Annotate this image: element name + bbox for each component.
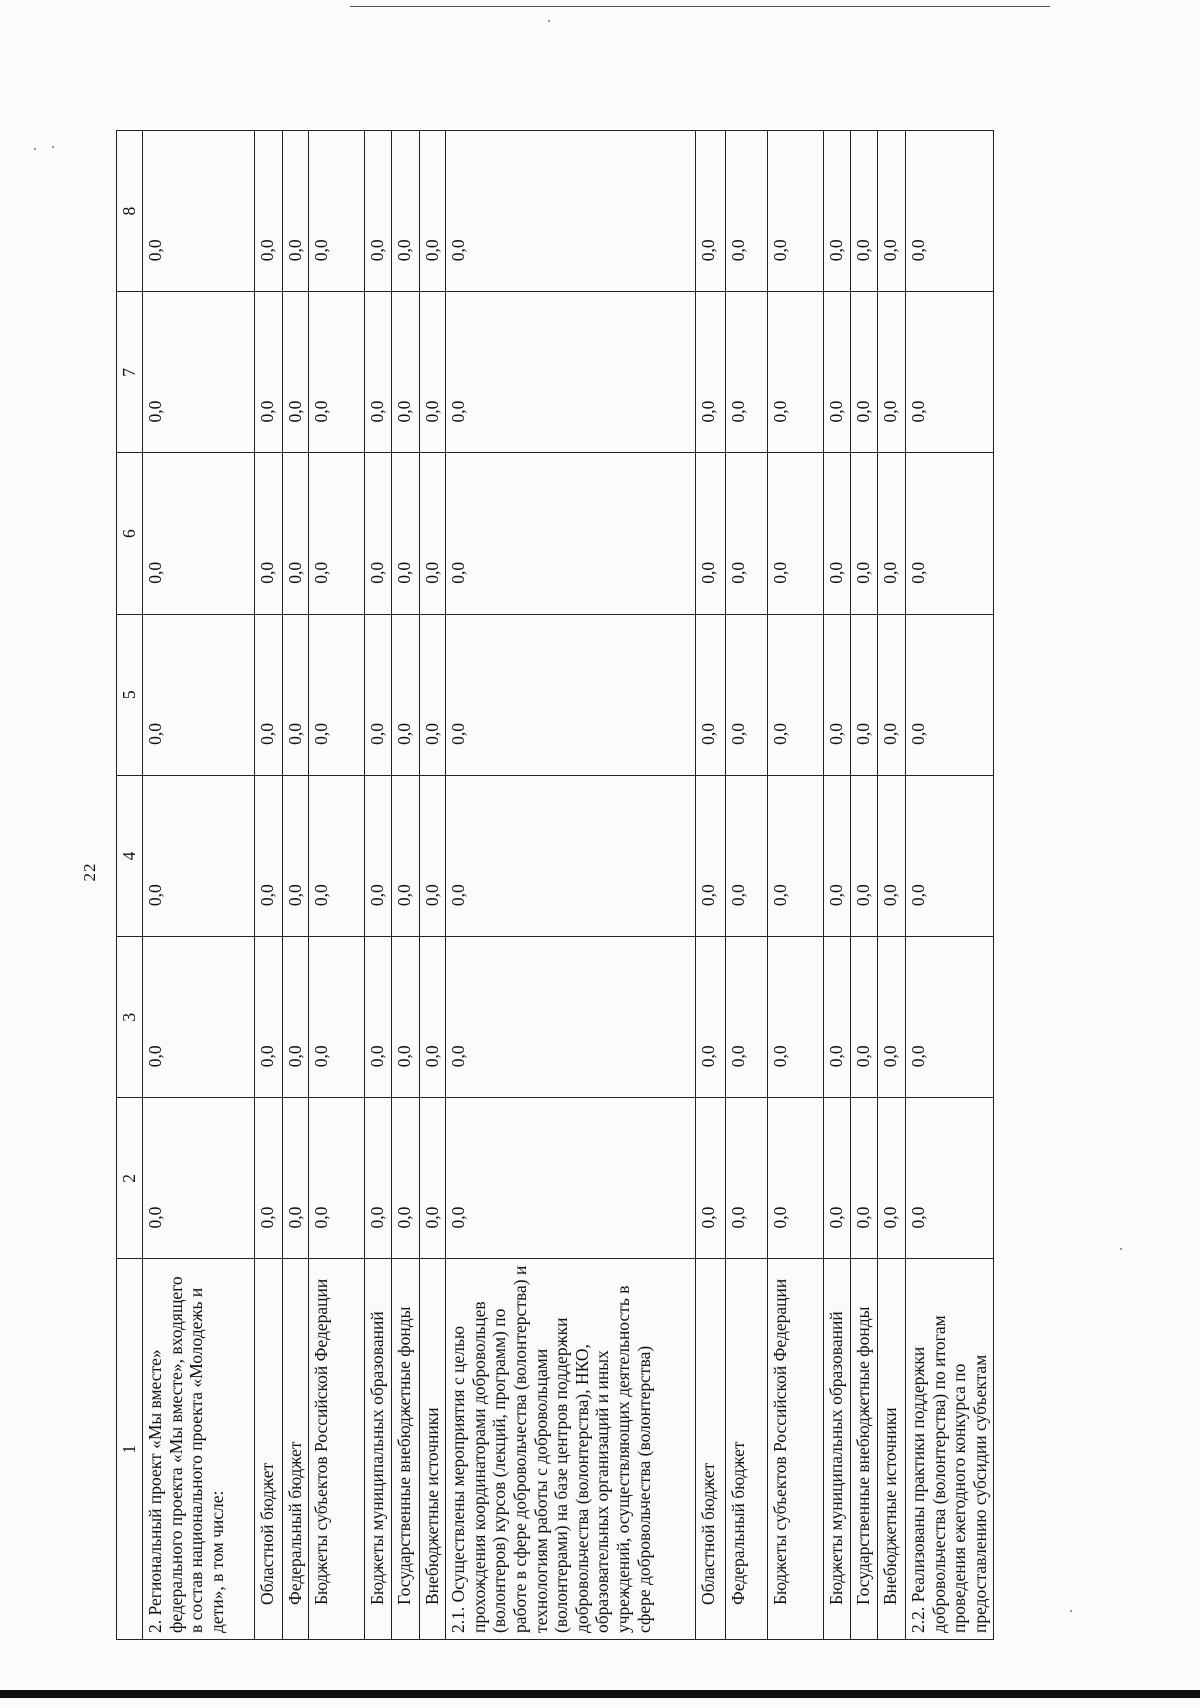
table-row xyxy=(309,131,365,1640)
value-cell: 0,0 xyxy=(696,292,726,453)
table-row xyxy=(392,131,420,1640)
value-cell: 0,0 xyxy=(768,453,824,614)
value-cell: 0,0 xyxy=(309,292,365,453)
value-cell: 0,0 xyxy=(906,937,994,1098)
value-cell: 0,0 xyxy=(255,1098,283,1259)
column-header: 4 xyxy=(117,775,143,936)
value-cell: 0,0 xyxy=(420,1098,446,1259)
value-cell: 0,0 xyxy=(283,453,309,614)
table-row xyxy=(420,131,446,1640)
table-row xyxy=(878,131,906,1640)
value-cell: 0,0 xyxy=(365,131,392,292)
value-cell: 0,0 xyxy=(392,937,420,1098)
value-cell: 0,0 xyxy=(365,937,392,1098)
value-cell: 0,0 xyxy=(696,775,726,936)
column-header: 2 xyxy=(117,1098,143,1259)
scan-bottom-band xyxy=(0,1690,1200,1698)
value-cell: 0,0 xyxy=(392,614,420,775)
value-cell: 0,0 xyxy=(283,1098,309,1259)
value-cell: 0,0 xyxy=(446,937,696,1098)
row-label: Государственные внебюджетные фонды xyxy=(851,1259,878,1640)
value-cell: 0,0 xyxy=(283,292,309,453)
value-cell: 0,0 xyxy=(696,937,726,1098)
value-cell: 0,0 xyxy=(392,1098,420,1259)
table-row xyxy=(851,131,878,1640)
value-cell: 0,0 xyxy=(392,775,420,936)
value-cell: 0,0 xyxy=(420,292,446,453)
table-row xyxy=(768,131,824,1640)
value-cell: 0,0 xyxy=(696,453,726,614)
value-cell: 0,0 xyxy=(851,292,878,453)
value-cell: 0,0 xyxy=(906,131,994,292)
value-cell: 0,0 xyxy=(878,453,906,614)
value-cell: 0,0 xyxy=(392,453,420,614)
value-cell: 0,0 xyxy=(696,614,726,775)
value-cell: 0,0 xyxy=(878,937,906,1098)
value-cell: 0,0 xyxy=(851,775,878,936)
value-cell: 0,0 xyxy=(446,1098,696,1259)
value-cell: 0,0 xyxy=(420,775,446,936)
value-cell: 0,0 xyxy=(143,1098,255,1259)
value-cell: 0,0 xyxy=(878,614,906,775)
value-cell: 0,0 xyxy=(768,775,824,936)
value-cell: 0,0 xyxy=(255,292,283,453)
value-cell: 0,0 xyxy=(824,131,851,292)
row-label: Государственные внебюджетные фонды xyxy=(392,1259,420,1640)
row-label: Бюджеты муниципальных образований xyxy=(824,1259,851,1640)
value-cell: 0,0 xyxy=(283,937,309,1098)
table-row xyxy=(906,131,994,1640)
scan-speck xyxy=(34,148,36,150)
value-cell: 0,0 xyxy=(726,131,768,292)
value-cell: 0,0 xyxy=(446,292,696,453)
table-row xyxy=(283,131,309,1640)
row-label: 2. Региональный проект «Мы вместе» федерального проекта «Мы вместе», входящего в состав национального проекта «Молодежь и дети», в том числе: xyxy=(143,1259,255,1640)
value-cell: 0,0 xyxy=(143,614,255,775)
value-cell: 0,0 xyxy=(143,131,255,292)
value-cell: 0,0 xyxy=(851,453,878,614)
value-cell: 0,0 xyxy=(768,1098,824,1259)
column-header: 3 xyxy=(117,937,143,1098)
value-cell: 0,0 xyxy=(365,1098,392,1259)
table-row xyxy=(365,131,392,1640)
value-cell: 0,0 xyxy=(726,292,768,453)
value-cell: 0,0 xyxy=(446,131,696,292)
value-cell: 0,0 xyxy=(255,775,283,936)
value-cell: 0,0 xyxy=(446,453,696,614)
value-cell: 0,0 xyxy=(906,292,994,453)
value-cell: 0,0 xyxy=(392,292,420,453)
row-label: Внебюджетные источники xyxy=(420,1259,446,1640)
scan-speck xyxy=(52,146,54,148)
table-row xyxy=(824,131,851,1640)
value-cell: 0,0 xyxy=(906,775,994,936)
value-cell: 0,0 xyxy=(906,1098,994,1259)
value-cell: 0,0 xyxy=(309,131,365,292)
value-cell: 0,0 xyxy=(283,775,309,936)
row-label: Внебюджетные источники xyxy=(878,1259,906,1640)
value-cell: 0,0 xyxy=(824,292,851,453)
column-header: 5 xyxy=(117,614,143,775)
value-cell: 0,0 xyxy=(768,614,824,775)
value-cell: 0,0 xyxy=(878,131,906,292)
value-cell: 0,0 xyxy=(309,614,365,775)
value-cell: 0,0 xyxy=(365,292,392,453)
value-cell: 0,0 xyxy=(255,614,283,775)
value-cell: 0,0 xyxy=(283,131,309,292)
value-cell: 0,0 xyxy=(726,614,768,775)
rotated-table-wrapper xyxy=(116,130,990,1640)
value-cell: 0,0 xyxy=(365,775,392,936)
scan-speck xyxy=(1070,1610,1072,1612)
value-cell: 0,0 xyxy=(143,775,255,936)
value-cell: 0,0 xyxy=(309,937,365,1098)
row-label: Бюджеты субъектов Российской Федерации xyxy=(768,1259,824,1640)
value-cell: 0,0 xyxy=(824,937,851,1098)
row-label: 2.2. Реализованы практики поддержки добровольчества (волонтерства) по итогам проведения ежегодного конкурса по предоставлению субсидии субъектам xyxy=(906,1259,994,1640)
value-cell: 0,0 xyxy=(726,453,768,614)
value-cell: 0,0 xyxy=(906,614,994,775)
value-cell: 0,0 xyxy=(392,131,420,292)
column-header: 6 xyxy=(117,453,143,614)
value-cell: 0,0 xyxy=(420,131,446,292)
value-cell: 0,0 xyxy=(906,453,994,614)
value-cell: 0,0 xyxy=(768,131,824,292)
column-header: 8 xyxy=(117,131,143,292)
value-cell: 0,0 xyxy=(309,1098,365,1259)
table-body xyxy=(143,131,994,1640)
value-cell: 0,0 xyxy=(446,614,696,775)
table-row xyxy=(255,131,283,1640)
value-cell: 0,0 xyxy=(878,1098,906,1259)
value-cell: 0,0 xyxy=(255,453,283,614)
value-cell: 0,0 xyxy=(446,775,696,936)
value-cell: 0,0 xyxy=(824,775,851,936)
value-cell: 0,0 xyxy=(696,1098,726,1259)
table-row xyxy=(446,131,696,1640)
page-number: 22 xyxy=(80,862,99,882)
value-cell: 0,0 xyxy=(420,614,446,775)
row-label: Областной бюджет xyxy=(255,1259,283,1640)
column-header: 1 xyxy=(117,1259,143,1640)
value-cell: 0,0 xyxy=(768,937,824,1098)
table-row xyxy=(143,131,255,1640)
value-cell: 0,0 xyxy=(143,453,255,614)
value-cell: 0,0 xyxy=(851,614,878,775)
value-cell: 0,0 xyxy=(283,614,309,775)
value-cell: 0,0 xyxy=(255,131,283,292)
value-cell: 0,0 xyxy=(824,453,851,614)
row-label: Бюджеты муниципальных образований xyxy=(365,1259,392,1640)
scan-edge-line xyxy=(350,6,1050,7)
table-row xyxy=(726,131,768,1640)
value-cell: 0,0 xyxy=(143,937,255,1098)
value-cell: 0,0 xyxy=(878,292,906,453)
row-label: Федеральный бюджет xyxy=(726,1259,768,1640)
value-cell: 0,0 xyxy=(824,614,851,775)
value-cell: 0,0 xyxy=(726,937,768,1098)
value-cell: 0,0 xyxy=(309,775,365,936)
value-cell: 0,0 xyxy=(255,937,283,1098)
value-cell: 0,0 xyxy=(420,453,446,614)
value-cell: 0,0 xyxy=(851,131,878,292)
value-cell: 0,0 xyxy=(726,775,768,936)
value-cell: 0,0 xyxy=(851,1098,878,1259)
row-label: Федеральный бюджет xyxy=(283,1259,309,1640)
column-header: 7 xyxy=(117,292,143,453)
value-cell: 0,0 xyxy=(365,614,392,775)
header-row xyxy=(117,131,143,1640)
value-cell: 0,0 xyxy=(143,292,255,453)
row-label: Бюджеты субъектов Российской Федерации xyxy=(309,1259,365,1640)
row-label: Областной бюджет xyxy=(696,1259,726,1640)
value-cell: 0,0 xyxy=(365,453,392,614)
budget-table xyxy=(116,130,994,1640)
value-cell: 0,0 xyxy=(768,292,824,453)
scan-speck xyxy=(548,20,550,22)
value-cell: 0,0 xyxy=(878,775,906,936)
scan-speck xyxy=(1120,1248,1122,1250)
value-cell: 0,0 xyxy=(696,131,726,292)
value-cell: 0,0 xyxy=(309,453,365,614)
table-row xyxy=(696,131,726,1640)
row-label: 2.1. Осуществлены мероприятия с целью прохождения координаторами добровольцев (волонтеров) курсов (лекций, программ) по работе в сфере добровольчества (волонтерства) и технологиям работы с добровольцами (волонтерами) на базе центров поддержки добровольчества (волонтерства), НКО, образовательных организаций и иных учреждений, осуществляющих деятельность в сфере добровольчества (волонтерства) xyxy=(446,1259,696,1640)
value-cell: 0,0 xyxy=(420,937,446,1098)
value-cell: 0,0 xyxy=(851,937,878,1098)
value-cell: 0,0 xyxy=(824,1098,851,1259)
value-cell: 0,0 xyxy=(726,1098,768,1259)
